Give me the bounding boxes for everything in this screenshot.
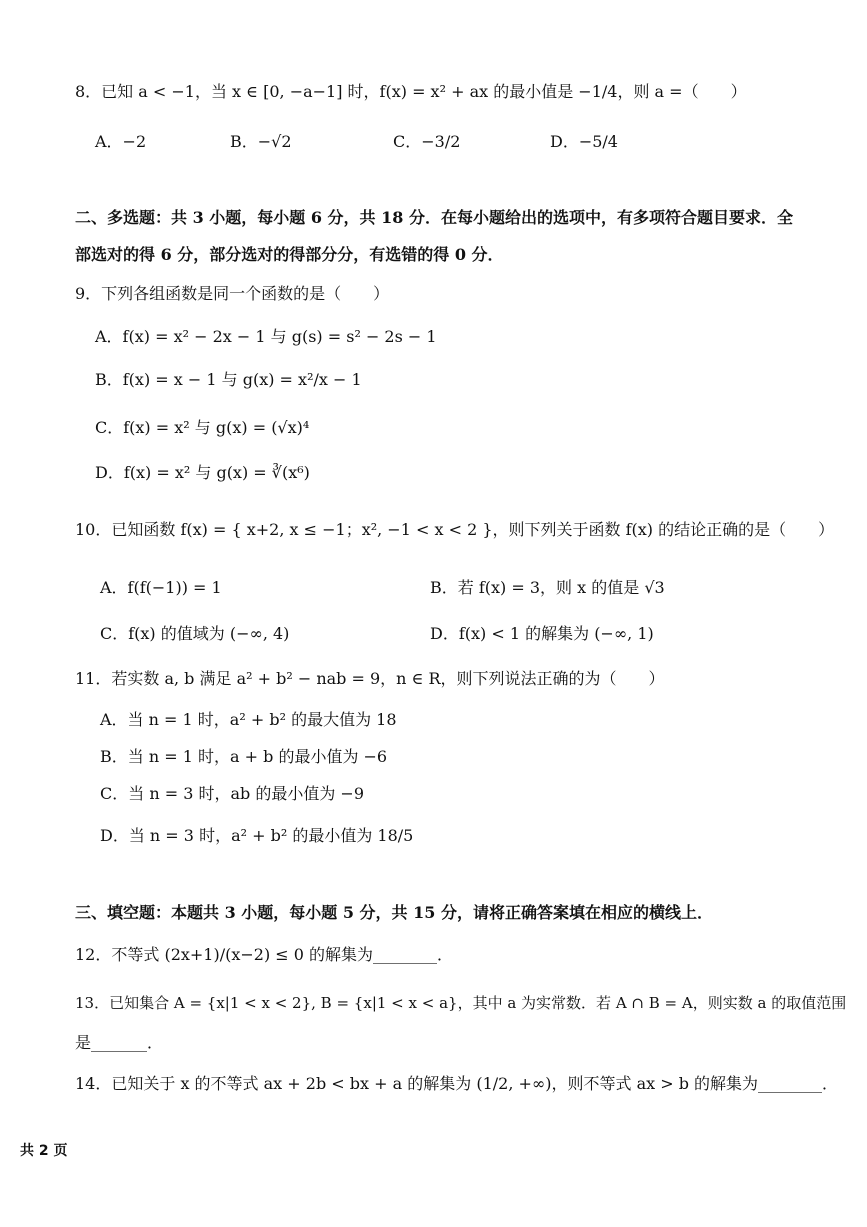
question-13-stem: 13．已知集合 A = {x|1 < x < 2}, B = {x|1 < x < a}，其中 a 为实常数．若 A ∩ B = A，则实数 a 的取值范围 — [75, 994, 847, 1012]
q10-option-b: B．若 f(x) = 3，则 x 的值是 √3 — [430, 578, 665, 597]
q10-option-c: C．f(x) 的值域为 (−∞, 4) — [100, 624, 290, 643]
question-8-stem: 8．已知 a < −1，当 x ∈ [0, −a−1] 时，f(x) = x² + ax 的最小值是 −1/4，则 a =（ ） — [75, 82, 747, 101]
q9-option-d: D．f(x) = x² 与 g(x) = ∛(x⁶) — [95, 463, 310, 482]
question-14-stem: 14．已知关于 x 的不等式 ax + 2b < bx + a 的解集为 (1/2, +∞)，则不等式 ax > b 的解集为________． — [75, 1074, 839, 1093]
section-2-heading: 二、多选题：共 3 小题，每小题 6 分，共 18 分．在每小题给出的选项中，有多项符合题目要求．全 — [75, 208, 793, 227]
question-13-stem-cont: 是_______． — [75, 1033, 164, 1052]
question-11-stem: 11．若实数 a, b 满足 a² + b² − nab = 9，n ∈ R，则下列说法正确的为（ ） — [75, 669, 665, 688]
section-3-heading: 三、填空题：本题共 3 小题，每小题 5 分，共 15 分，请将正确答案填在相应的横线上． — [75, 903, 713, 922]
q11-option-b: B．当 n = 1 时，a + b 的最小值为 −6 — [100, 747, 388, 766]
page-count-footer: 共 2 页 — [20, 1143, 68, 1159]
q10-option-d: D．f(x) < 1 的解集为 (−∞, 1) — [430, 624, 654, 643]
question-12-stem: 12．不等式 (2x+1)/(x−2) ≤ 0 的解集为________． — [75, 945, 454, 964]
q8-option-d: D．−5/4 — [550, 132, 618, 151]
q8-option-b: B．−√2 — [230, 132, 292, 151]
q11-option-c: C．当 n = 3 时，ab 的最小值为 −9 — [100, 784, 365, 803]
q8-option-a: A．−2 — [95, 132, 147, 151]
q9-option-b: B．f(x) = x − 1 与 g(x) = x²/x − 1 — [95, 370, 362, 389]
q10-option-a: A．f(f(−1)) = 1 — [100, 578, 222, 597]
q9-option-c: C．f(x) = x² 与 g(x) = (√x)⁴ — [95, 418, 310, 437]
section-2-heading-cont: 部选对的得 6 分，部分选对的得部分分，有选错的得 0 分． — [75, 245, 504, 264]
q11-option-a: A．当 n = 1 时，a² + b² 的最大值为 18 — [100, 710, 397, 729]
q8-option-c: C．−3/2 — [393, 132, 461, 151]
q9-option-a: A．f(x) = x² − 2x − 1 与 g(s) = s² − 2s − 1 — [95, 327, 437, 346]
question-10-stem: 10．已知函数 f(x) = { x+2, x ≤ −1；x², −1 < x < 2 }，则下列关于函数 f(x) 的结论正确的是（ ） — [75, 520, 835, 539]
question-9-stem: 9．下列各组函数是同一个函数的是（ ） — [75, 284, 390, 303]
q11-option-d: D．当 n = 3 时，a² + b² 的最小值为 18/5 — [100, 826, 414, 845]
